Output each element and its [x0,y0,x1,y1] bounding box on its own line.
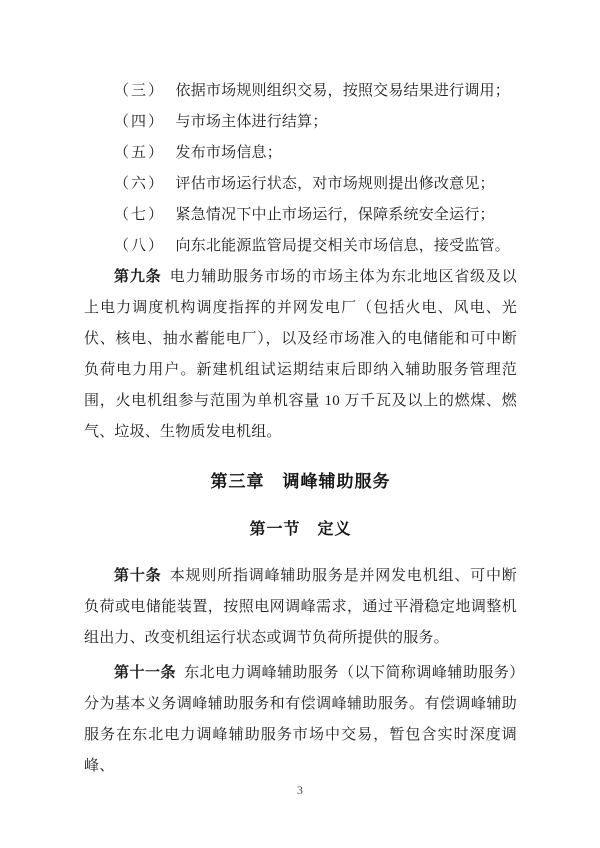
item-number: （三） [114,83,166,99]
item-number: （八） [114,238,166,254]
item-text: 紧急情况下中止市场运行，保障系统安全运行； [175,207,495,223]
article-10-text: 本规则所指调峰辅助服务是并网发电机组、可中断负荷或电储能装置，按照电网调峰需求，通过平滑稳定地调整机组出力、改变机组运行状态或调节负荷所提供的服务。 [84,568,517,646]
item-number: （七） [114,207,166,223]
page-content [84,76,517,782]
article-9 [84,262,517,448]
item-number: （五） [114,145,166,161]
item-text: 评估市场运行状态，对市场规则提出修改意见； [175,176,495,192]
article-11-number: 第十一条 [114,665,176,681]
article-9-number: 第九条 [114,269,162,285]
list-item [84,107,517,138]
article-10-number: 第十条 [114,568,162,584]
item-number: （六） [114,176,166,192]
list-item [84,169,517,200]
section-heading: 第一节 定义 [249,521,352,538]
chapter-heading: 第三章 调峰辅助服务 [210,472,391,491]
article-11-text: 东北电力调峰辅助服务（以下简称调峰辅助服务）分为基本义务调峰辅助服务和有偿调峰辅助服务。有偿调峰辅助服务在东北电力调峰辅助服务市场中交易，暂包含实时深度调峰、 [84,665,517,774]
list-item [84,200,517,231]
item-number: （四） [114,114,166,130]
list-item [84,76,517,107]
item-text: 依据市场规则组织交易，按照交易结果进行调用； [175,83,510,99]
article-11 [84,658,517,782]
page-number: 3 [297,783,303,797]
list-item [84,138,517,169]
list-item [84,231,517,262]
item-text: 与市场主体进行结算； [175,114,328,130]
item-text: 发布市场信息； [175,145,282,161]
item-text: 向东北能源监管局提交相关市场信息，接受监管。 [175,238,510,254]
article-10 [84,561,517,654]
article-9-text: 电力辅助服务市场的市场主体为东北地区省级及以上电力调度机构调度指挥的并网发电厂（包括火电、风电、光伏、核电、抽水蓄能电厂），以及经市场准入的电储能和可中断负荷电力用户。新建机组试运期结束后即纳入辅助服务管理范围，火电机组参与范围为单机容量 10 万千瓦及以上的燃煤、燃气、垃圾、生物质发电机组。 [84,269,517,440]
